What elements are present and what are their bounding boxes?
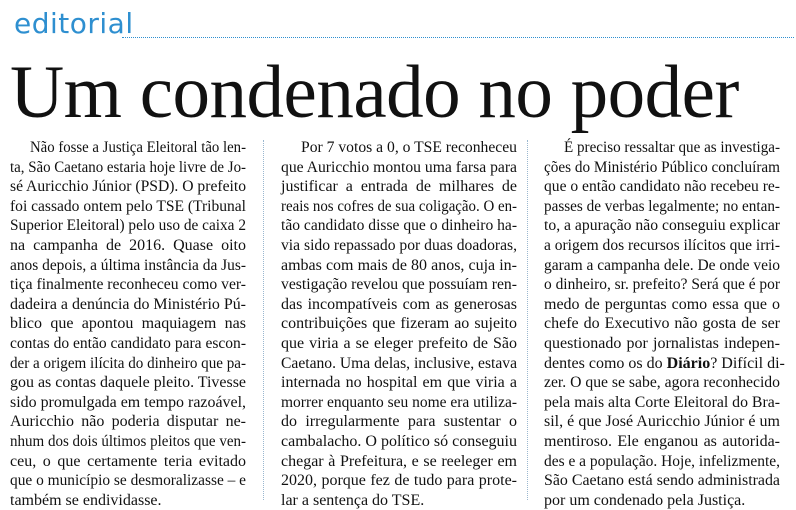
text-line: blico que apontou maquiagem nas bbox=[10, 315, 246, 333]
text-line: que o então candidato não recebeu re- bbox=[544, 178, 780, 196]
text-line: zer. O que se sabe, agora reconhecido bbox=[544, 374, 780, 392]
text-line: ções do Ministério Público concluíram bbox=[544, 158, 780, 176]
text-line: der a origem ilícita do dinheiro que pa- bbox=[10, 354, 246, 372]
text-line: pela mais alta Corte Eleitoral do Bra- bbox=[544, 393, 780, 411]
text-line: 2020, porque fez de tudo para prote- bbox=[281, 472, 517, 490]
text-line: garam a campanha dele. De onde veio bbox=[544, 256, 780, 274]
text-line: vestigação revelou que possuíam ren- bbox=[281, 276, 517, 294]
text-line: reais nos cofres de sua coligação. O en- bbox=[281, 197, 517, 215]
text-line: tão candidato disse que o dinheiro ha- bbox=[281, 217, 517, 235]
text-line: ceu, o que certamente teria evitado bbox=[10, 452, 246, 470]
text-line: o dinheiro, sr. prefeito? Será que é por bbox=[544, 276, 780, 294]
text-line: Caetano. Uma delas, inclusive, estava bbox=[281, 354, 517, 372]
column-3 bbox=[544, 138, 785, 510]
text-line: por um condenado pela Justiça. bbox=[544, 491, 746, 509]
column-2 bbox=[281, 138, 517, 510]
text-line: sido promulgada em tempo razoável, bbox=[10, 393, 246, 411]
text-fragment: ? Difícil di- bbox=[710, 354, 785, 372]
text-line: foi cassado ontem pelo TSE (Tribunal bbox=[10, 197, 246, 215]
text-line: mentiroso. Ele enganou as autorida- bbox=[544, 432, 780, 450]
section-label: editorial bbox=[14, 7, 134, 40]
text-line: São Caetano está sendo administrada bbox=[544, 472, 780, 490]
text-line: morrer enquanto seu nome era utiliza- bbox=[281, 393, 517, 411]
text-line: questionado por jornalistas indepen- bbox=[544, 334, 780, 352]
text-line: que Auricchio montou uma farsa para bbox=[281, 158, 517, 176]
text-line: lar a sentença do TSE. bbox=[281, 491, 425, 509]
text-line: tiça finalmente reconheceu como ver- bbox=[10, 276, 246, 294]
text-line: na campanha de 2016. Quase oito bbox=[10, 236, 246, 254]
text-line: ta, São Caetano estaria hoje livre de Jo- bbox=[10, 158, 246, 176]
text-line: dadeira a denúncia do Ministério Pú- bbox=[10, 295, 246, 313]
text-line-mixed bbox=[544, 354, 785, 374]
text-line: que o município se desmoralizasse – e bbox=[10, 472, 246, 490]
text-line: do irregularmente para sustentar o bbox=[281, 413, 517, 431]
text-line: Não fosse a Justiça Eleitoral tão len- bbox=[30, 139, 246, 156]
text-line: passes de verbas legalmente; no entan- bbox=[544, 197, 780, 215]
column-divider bbox=[263, 140, 264, 500]
headline: Um condenado no poder bbox=[10, 51, 739, 134]
text-line: to, a apuração não conseguiu explicar bbox=[544, 217, 780, 235]
text-line: justificar a entrada de milhares de bbox=[281, 178, 517, 196]
text-line: sil, é que José Auricchio Júnior é um bbox=[544, 413, 780, 431]
text-line: medo de perguntas como essa que o bbox=[544, 295, 780, 313]
column-divider bbox=[527, 140, 528, 500]
text-line: contas do então candidato para escon- bbox=[10, 334, 246, 352]
text-line: cambalacho. O político só conseguiu bbox=[281, 432, 517, 450]
text-line: Por 7 votos a 0, o TSE reconheceu bbox=[301, 139, 517, 156]
text-line: nhum dos dois últimos pleitos que ven- bbox=[10, 432, 246, 450]
text-line: também se endividasse. bbox=[10, 491, 162, 509]
text-line: sé Auricchio Júnior (PSD). O prefeito bbox=[10, 178, 246, 196]
text-line: Auricchio não poderia disputar ne- bbox=[10, 413, 246, 431]
text-line: contribuições que fizeram ao sujeito bbox=[281, 315, 517, 333]
text-line: internada no hospital em que viria a bbox=[281, 374, 517, 392]
text-line: É preciso ressaltar que as investiga- bbox=[564, 139, 780, 156]
text-line: gou as contas daquele pleito. Tivesse bbox=[10, 374, 246, 392]
text-fragment: dentes como os do bbox=[544, 354, 667, 372]
text-line: Superior Eleitoral) pelo uso de caixa 2 bbox=[10, 217, 246, 235]
text-line: chefe do Executivo não gosta de ser bbox=[544, 315, 780, 333]
text-line: des e a população. Hoje, infelizmente, bbox=[544, 452, 780, 470]
text-line: das incompatíveis com as generosas bbox=[281, 295, 517, 313]
text-line: via sido repassado por duas doadoras, bbox=[281, 236, 517, 254]
newspaper-name: Diário bbox=[666, 354, 711, 372]
text-line: ambas com mais de 80 anos, cuja in- bbox=[281, 256, 517, 274]
text-line: a origem dos recursos ilícitos que irri- bbox=[544, 236, 780, 254]
section-rule bbox=[122, 37, 794, 38]
text-line: anos depois, a última instância da Jus- bbox=[10, 256, 246, 274]
text-line: chegar à Prefeitura, e se reeleger em bbox=[281, 452, 517, 470]
column-1 bbox=[10, 138, 246, 510]
text-line: que viria a se eleger prefeito de São bbox=[281, 334, 517, 352]
section-kicker bbox=[14, 4, 794, 44]
